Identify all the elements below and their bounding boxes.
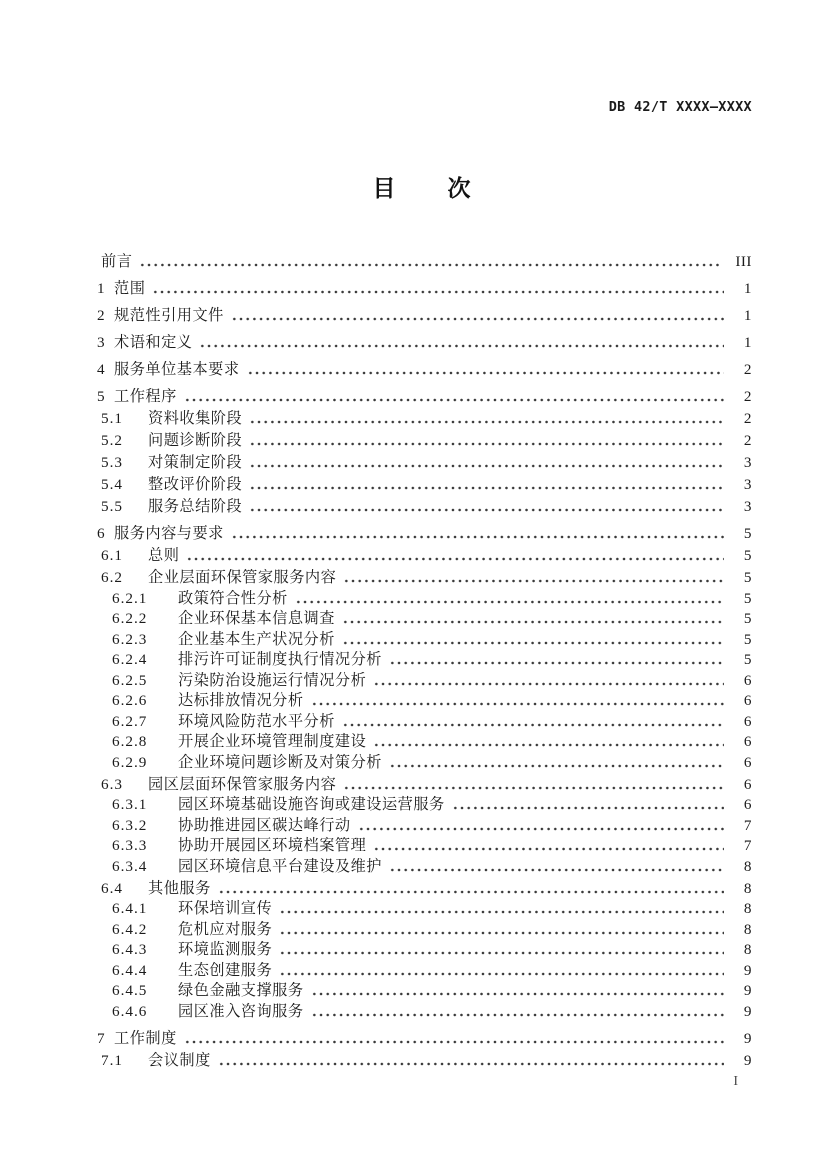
toc-entry-title: 开展企业环境管理制度建设: [178, 733, 367, 750]
toc-entry-title: 术语和定义: [114, 334, 193, 351]
toc-entry-number: 6.4.2: [112, 920, 148, 938]
dot-leader: [139, 252, 721, 272]
dot-leader: [311, 691, 725, 711]
toc-entry-number: 7.1: [101, 1051, 123, 1069]
toc-entry-number: 6.4.4: [112, 961, 148, 979]
toc-entry-number: 6.3: [101, 775, 123, 793]
toc-entry-page: 1: [743, 280, 752, 297]
toc-entry-title: 协助开展园区环境档案管理: [178, 837, 367, 854]
toc-entry: [93, 712, 752, 732]
toc-entry-page: 9: [743, 1051, 752, 1069]
toc-entry: [93, 816, 752, 836]
dot-leader: [249, 409, 724, 429]
toc-entry-title: 服务内容与要求: [114, 525, 224, 542]
dot-leader: [249, 497, 724, 517]
dot-leader: [358, 816, 724, 836]
toc-entry-page: 9: [743, 982, 752, 999]
standard-number-header: DB 42/T XXXX—XXXX: [608, 99, 752, 115]
dot-leader: [279, 899, 724, 919]
toc-entry-page: 2: [743, 410, 752, 427]
toc-entry-number: 5.2: [101, 432, 123, 449]
toc-entry-title: 整改评价阶段: [148, 476, 243, 493]
toc-entry-number: 2: [97, 307, 106, 324]
dot-leader: [218, 879, 724, 899]
toc-entry-title: 总则: [148, 547, 180, 564]
toc-entry: [93, 360, 752, 380]
toc-entry-page: 2: [743, 432, 752, 449]
toc-entry: [93, 409, 752, 429]
toc-entry: [93, 857, 752, 877]
toc-entry: [93, 609, 752, 629]
dot-leader: [247, 360, 725, 380]
toc-entry: [93, 589, 752, 609]
toc-entry-page: 8: [743, 941, 752, 958]
toc-entry-title: 会议制度: [148, 1051, 211, 1069]
toc-entry-title: 园区准入咨询服务: [178, 1002, 304, 1020]
toc-entry-number: 5.3: [101, 454, 123, 471]
toc-entry-page: 8: [743, 857, 752, 875]
toc-entry-number: 6.4.6: [112, 1002, 148, 1020]
table-of-contents: [93, 252, 752, 1071]
toc-entry-page: 3: [743, 476, 752, 493]
toc-entry-page: 9: [743, 1029, 752, 1047]
dot-leader: [342, 609, 724, 629]
toc-entry-number: 6.4.3: [112, 941, 148, 958]
toc-entry-title: 园区环境信息平台建设及维护: [178, 857, 382, 875]
toc-entry-page: 5: [743, 525, 752, 542]
toc-entry-number: 5: [97, 388, 106, 405]
toc-entry-number: 6.2: [101, 569, 123, 586]
toc-entry-title: 对策制定阶段: [148, 454, 243, 471]
toc-entry-number: 6.4.5: [112, 982, 148, 999]
dot-leader: [231, 306, 724, 326]
toc-entry-title: 企业层面环保管家服务内容: [148, 569, 337, 586]
toc-entry: [93, 387, 752, 407]
toc-entry: [93, 650, 752, 670]
dot-leader: [342, 712, 724, 732]
toc-entry-number: 6.2.3: [112, 630, 148, 648]
toc-entry-title: 园区层面环保管家服务内容: [148, 775, 337, 793]
toc-entry-page: 6: [743, 671, 752, 689]
toc-entry-page: 3: [743, 454, 752, 471]
toc-entry: [93, 475, 752, 495]
toc-entry-page: 6: [743, 753, 752, 771]
toc-entry-number: 6.2.2: [112, 610, 148, 627]
toc-entry: [93, 671, 752, 691]
toc-entry: [93, 546, 752, 566]
toc-entry: [93, 1051, 752, 1071]
toc-entry: [93, 879, 752, 899]
toc-entry: [93, 497, 752, 517]
toc-entry-page: 1: [743, 307, 752, 324]
toc-entry-title: 政策符合性分析: [178, 589, 288, 607]
dot-leader: [389, 650, 724, 670]
dot-leader: [343, 775, 724, 795]
dot-leader: [342, 630, 724, 650]
toc-entry-title: 企业环境问题诊断及对策分析: [178, 753, 382, 771]
toc-entry-title: 服务单位基本要求: [114, 361, 240, 378]
toc-entry-page: 5: [743, 589, 752, 607]
toc-entry-title: 规范性引用文件: [114, 307, 224, 324]
toc-entry-page: 6: [743, 796, 752, 813]
toc-entry-number: 6.3.2: [112, 816, 148, 834]
toc-entry-page: 6: [743, 712, 752, 730]
toc-entry: [93, 453, 752, 473]
toc-entry: [93, 795, 752, 815]
toc-entry-title: 其他服务: [148, 879, 211, 897]
toc-entry-number: 6.2.5: [112, 671, 148, 689]
toc-entry-title: 资料收集阶段: [148, 410, 243, 427]
toc-entry-page: 9: [743, 1002, 752, 1020]
toc-entry-page: 6: [743, 692, 752, 709]
dot-leader: [343, 568, 724, 588]
toc-entry-title: 园区环境基础设施咨询或建设运营服务: [178, 796, 445, 813]
toc-entry: [93, 333, 752, 353]
toc-entry-title: 工作制度: [114, 1029, 177, 1047]
toc-entry-title: 工作程序: [114, 388, 177, 405]
toc-entry-title: 危机应对服务: [178, 920, 273, 938]
toc-entry-title: 环境监测服务: [178, 941, 273, 958]
toc-entry: [93, 279, 752, 299]
toc-entry: [93, 940, 752, 960]
dot-leader: [249, 475, 724, 495]
toc-entry: [93, 775, 752, 795]
toc-entry-page: 1: [743, 334, 752, 351]
toc-entry-number: 3: [97, 334, 106, 351]
toc-entry: [93, 306, 752, 326]
toc-entry: [93, 920, 752, 940]
toc-entry-title: 污染防治设施运行情况分析: [178, 671, 367, 689]
toc-entry: [93, 1002, 752, 1022]
toc-entry-page: 5: [743, 651, 752, 668]
toc-entry-page: 8: [743, 900, 752, 917]
page-title: 目 次: [372, 176, 473, 201]
toc-entry-number: 6.1: [101, 547, 123, 564]
toc-entry-title: 绿色金融支撑服务: [178, 982, 304, 999]
toc-entry-number: 6.2.4: [112, 651, 148, 668]
toc-entry: [93, 691, 752, 711]
toc-entry-title: 范围: [114, 280, 146, 297]
toc-entry-number: 6.2.9: [112, 753, 148, 771]
dot-leader: [373, 732, 724, 752]
toc-entry-page: 5: [743, 547, 752, 564]
toc-entry-number: 7: [97, 1029, 106, 1047]
toc-entry-number: 5.5: [101, 498, 123, 515]
toc-entry-title: 服务总结阶段: [148, 498, 243, 515]
dot-leader: [184, 1029, 724, 1049]
toc-entry: [93, 836, 752, 856]
dot-leader: [452, 795, 724, 815]
toc-entry-page: 7: [743, 837, 752, 854]
dot-leader: [373, 836, 724, 856]
toc-entry-number: 1: [97, 280, 106, 297]
toc-entry-page: 5: [743, 610, 752, 627]
toc-entry-title: 问题诊断阶段: [148, 432, 243, 449]
dot-leader: [295, 589, 724, 609]
dot-leader: [249, 453, 724, 473]
toc-entry-number: 6.4: [101, 879, 123, 897]
toc-entry-page: 5: [743, 630, 752, 648]
toc-entry-page: 6: [743, 733, 752, 750]
toc-entry: [93, 753, 752, 773]
dot-leader: [186, 546, 724, 566]
toc-entry: [93, 630, 752, 650]
toc-entry-number: 4: [97, 361, 106, 378]
dot-leader: [389, 753, 724, 773]
toc-entry: [93, 899, 752, 919]
toc-entry-page: III: [735, 253, 752, 270]
toc-entry-number: 5.1: [101, 410, 123, 427]
toc-entry-number: 6.3.1: [112, 796, 148, 813]
toc-entry-number: 6.2.6: [112, 692, 148, 709]
toc-entry: [93, 524, 752, 544]
toc-entry-number: 6: [97, 525, 106, 542]
toc-entry-page: 6: [743, 775, 752, 793]
toc-entry-number: 6.3.4: [112, 857, 148, 875]
dot-leader: [199, 333, 724, 353]
toc-entry-title: 排污许可证制度执行情况分析: [178, 651, 382, 668]
dot-leader: [373, 671, 724, 691]
dot-leader: [389, 857, 724, 877]
toc-entry-page: 3: [743, 498, 752, 515]
toc-entry-page: 5: [743, 569, 752, 586]
dot-leader: [279, 961, 724, 981]
dot-leader: [311, 1002, 725, 1022]
dot-leader: [152, 279, 724, 299]
toc-entry-number: 6.2.7: [112, 712, 148, 730]
toc-entry-page: 8: [743, 920, 752, 938]
toc-entry: [93, 252, 752, 272]
dot-leader: [184, 387, 724, 407]
toc-entry: [93, 1029, 752, 1049]
toc-entry-page: 2: [743, 388, 752, 405]
toc-entry-number: 6.2.1: [112, 589, 148, 607]
toc-entry-title: 前言: [101, 253, 133, 270]
dot-leader: [279, 940, 724, 960]
toc-entry-title: 达标排放情况分析: [178, 692, 304, 709]
toc-entry: [93, 961, 752, 981]
dot-leader: [249, 431, 724, 451]
toc-entry: [93, 732, 752, 752]
toc-entry-title: 企业环保基本信息调查: [178, 610, 335, 627]
dot-leader: [311, 981, 725, 1001]
toc-entry: [93, 568, 752, 588]
toc-entry: [93, 431, 752, 451]
toc-entry-number: 6.2.8: [112, 733, 148, 750]
footer-page-number: I: [733, 1074, 738, 1089]
toc-entry-title: 环境风险防范水平分析: [178, 712, 335, 730]
toc-entry-page: 2: [743, 361, 752, 378]
toc-entry-number: 6.4.1: [112, 900, 148, 917]
toc-entry-page: 8: [743, 879, 752, 897]
toc-entry-title: 协助推进园区碳达峰行动: [178, 816, 351, 834]
dot-leader: [231, 524, 724, 544]
toc-entry-number: 5.4: [101, 476, 123, 493]
toc-entry-title: 生态创建服务: [178, 961, 273, 979]
dot-leader: [279, 920, 724, 940]
dot-leader: [218, 1051, 724, 1071]
toc-entry-title: 环保培训宣传: [178, 900, 273, 917]
toc-entry-page: 9: [743, 961, 752, 979]
toc-entry: [93, 981, 752, 1001]
toc-entry-number: 6.3.3: [112, 837, 148, 854]
toc-entry-title: 企业基本生产状况分析: [178, 630, 335, 648]
toc-entry-page: 7: [743, 816, 752, 834]
